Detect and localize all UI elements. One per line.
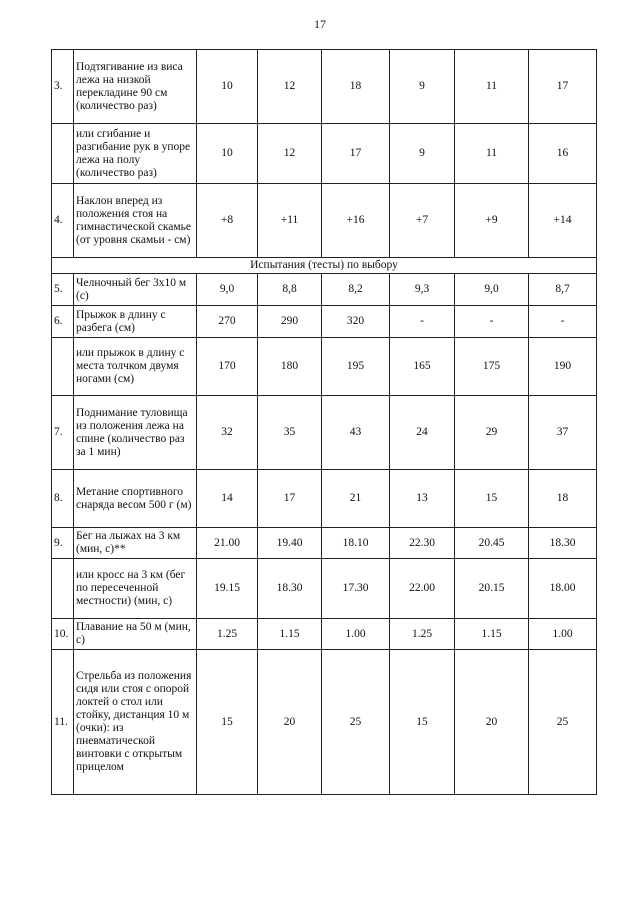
norm-value: 32 — [197, 396, 258, 470]
test-name: Подтягивание из виса лежа на низкой перекладине 90 см (количество раз) — [74, 50, 197, 124]
table-row — [52, 619, 597, 650]
norm-value: 11 — [455, 50, 529, 124]
row-number: 7. — [52, 396, 74, 470]
norm-value: 9,3 — [390, 274, 455, 306]
table-row — [52, 274, 597, 306]
norm-value: 190 — [529, 338, 597, 396]
table-row — [52, 184, 597, 258]
norm-value: 24 — [390, 396, 455, 470]
norm-value: - — [529, 306, 597, 338]
norm-value: 21.00 — [197, 528, 258, 559]
table-row — [52, 396, 597, 470]
norm-value: 1.25 — [197, 619, 258, 650]
section-row — [52, 258, 597, 274]
norm-value: 17 — [529, 50, 597, 124]
table-row — [52, 50, 597, 124]
norm-value: 8,7 — [529, 274, 597, 306]
norm-value: 9 — [390, 50, 455, 124]
test-name: Стрельба из положения сидя или стоя с опорой локтей о стол или стойку, дистанция 10 м (очки): из пневматической винтовки с открытым прицелом — [74, 650, 197, 795]
test-name: Поднимание туловища из положения лежа на спине (количество раз за 1 мин) — [74, 396, 197, 470]
norm-value: 17.30 — [322, 559, 390, 619]
norm-value: 17 — [258, 470, 322, 528]
table-row — [52, 124, 597, 184]
row-number: 3. — [52, 50, 74, 124]
norm-value: 25 — [529, 650, 597, 795]
norm-value: 19.15 — [197, 559, 258, 619]
norm-value: 18 — [529, 470, 597, 528]
norm-value: 14 — [197, 470, 258, 528]
norms-table-body — [52, 50, 597, 795]
norm-value: 180 — [258, 338, 322, 396]
norm-value: 18.00 — [529, 559, 597, 619]
norm-value: 21 — [322, 470, 390, 528]
norm-value: 12 — [258, 124, 322, 184]
norm-value: - — [390, 306, 455, 338]
page-number: 17 — [314, 17, 326, 31]
test-name: Челночный бег 3x10 м (с) — [74, 274, 197, 306]
test-name: или сгибание и разгибание рук в упоре лежа на полу (количество раз) — [74, 124, 197, 184]
row-number — [52, 559, 74, 619]
row-number: 5. — [52, 274, 74, 306]
norm-value: 20.15 — [455, 559, 529, 619]
norm-value: 12 — [258, 50, 322, 124]
table-row — [52, 650, 597, 795]
norm-value: +7 — [390, 184, 455, 258]
norm-value: 20 — [258, 650, 322, 795]
norm-value: 1.00 — [529, 619, 597, 650]
norm-value: 10 — [197, 124, 258, 184]
norm-value: +9 — [455, 184, 529, 258]
table-row — [52, 338, 597, 396]
norm-value: 25 — [322, 650, 390, 795]
norm-value: 270 — [197, 306, 258, 338]
norm-value: 43 — [322, 396, 390, 470]
norm-value: 19.40 — [258, 528, 322, 559]
norm-value: 15 — [197, 650, 258, 795]
norm-value: 10 — [197, 50, 258, 124]
norm-value: 8,2 — [322, 274, 390, 306]
row-number: 10. — [52, 619, 74, 650]
row-number: 9. — [52, 528, 74, 559]
test-name: или кросс на 3 км (бег по пересеченной местности) (мин, с) — [74, 559, 197, 619]
norm-value: +14 — [529, 184, 597, 258]
row-number: 8. — [52, 470, 74, 528]
norm-value: 22.30 — [390, 528, 455, 559]
norm-value: 175 — [455, 338, 529, 396]
table-row — [52, 306, 597, 338]
row-number: 11. — [52, 650, 74, 795]
test-name: или прыжок в длину с места толчком двумя ногами (см) — [74, 338, 197, 396]
norm-value: 18.30 — [258, 559, 322, 619]
table-row — [52, 528, 597, 559]
norm-value: 195 — [322, 338, 390, 396]
norm-value: 29 — [455, 396, 529, 470]
norm-value: 1.25 — [390, 619, 455, 650]
norm-value: 1.00 — [322, 619, 390, 650]
norm-value: 22.00 — [390, 559, 455, 619]
norm-value: 18.10 — [322, 528, 390, 559]
norm-value: 290 — [258, 306, 322, 338]
test-name: Бег на лыжах на 3 км (мин, с)** — [74, 528, 197, 559]
norm-value: 15 — [390, 650, 455, 795]
norm-value: 170 — [197, 338, 258, 396]
norm-value: 1.15 — [258, 619, 322, 650]
norm-value: +8 — [197, 184, 258, 258]
row-number — [52, 338, 74, 396]
row-number — [52, 124, 74, 184]
norm-value: 20 — [455, 650, 529, 795]
norm-value: 20.45 — [455, 528, 529, 559]
row-number: 4. — [52, 184, 74, 258]
test-name: Метание спортивного снаряда весом 500 г (м) — [74, 470, 197, 528]
norm-value: 165 — [390, 338, 455, 396]
norm-value: 9,0 — [197, 274, 258, 306]
row-number: 6. — [52, 306, 74, 338]
norm-value: - — [455, 306, 529, 338]
norms-table — [51, 49, 597, 795]
norm-value: 9 — [390, 124, 455, 184]
norm-value: 18 — [322, 50, 390, 124]
norm-value: 320 — [322, 306, 390, 338]
norm-value: +11 — [258, 184, 322, 258]
test-name: Наклон вперед из положения стоя на гимнастической скамье (от уровня скамьи - см) — [74, 184, 197, 258]
section-title: Испытания (тесты) по выбору — [52, 258, 597, 274]
table-row — [52, 559, 597, 619]
norm-value: 8,8 — [258, 274, 322, 306]
norm-value: 17 — [322, 124, 390, 184]
norm-value: +16 — [322, 184, 390, 258]
norm-value: 11 — [455, 124, 529, 184]
norm-value: 1.15 — [455, 619, 529, 650]
norm-value: 16 — [529, 124, 597, 184]
test-name: Плавание на 50 м (мин, с) — [74, 619, 197, 650]
norm-value: 9,0 — [455, 274, 529, 306]
test-name: Прыжок в длину с разбега (см) — [74, 306, 197, 338]
norm-value: 13 — [390, 470, 455, 528]
table-row — [52, 470, 597, 528]
norm-value: 15 — [455, 470, 529, 528]
norm-value: 35 — [258, 396, 322, 470]
norm-value: 37 — [529, 396, 597, 470]
norm-value: 18.30 — [529, 528, 597, 559]
